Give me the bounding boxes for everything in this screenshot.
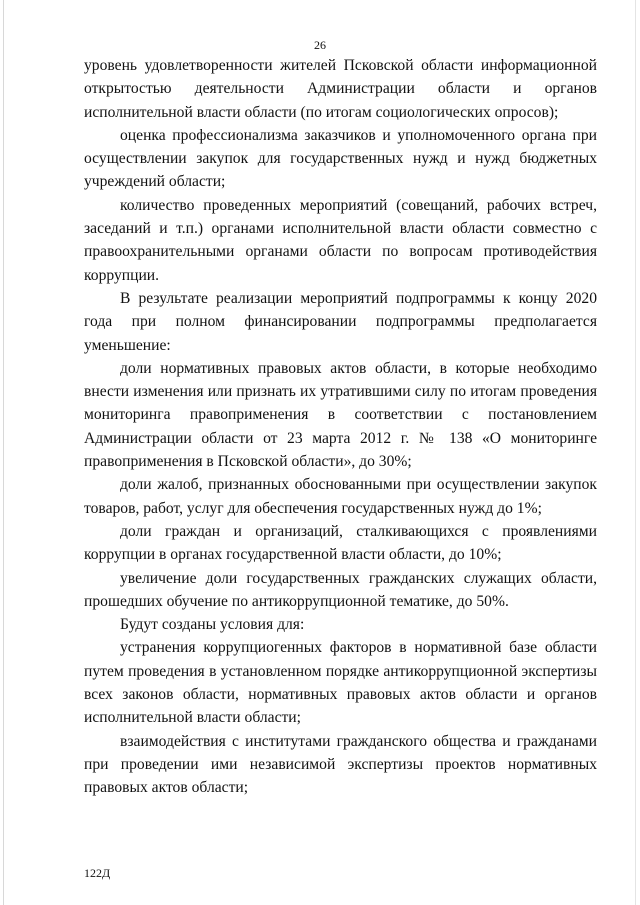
scan-edge-left (3, 0, 4, 905)
paragraph-civil-servants-training: увеличение доли государственных гражданских служащих области, прошедших обучение по антикоррупционной тематике, до 50%. (84, 569, 597, 610)
paragraph-expected-reduction: В результате реализации мероприятий подпрограммы к концу 2020 года при полном финансировании подпрограммы предполагается уменьшение: (84, 289, 597, 354)
paragraph-conditions-intro: Будут созданы условия для: (120, 616, 305, 634)
page-number: 26 (314, 38, 326, 52)
paragraph-complaints-share: доли жалоб, признанных обоснованными при осуществлении закупок товаров, работ, услуг для обеспечения государственных нужд до 1%; (84, 476, 597, 517)
paragraph-citizens-share: доли граждан и организаций, сталкивающихся с проявлениями коррупции в органах государственной власти области, до 10%; (84, 522, 597, 564)
paragraph-satisfaction-level: уровень удовлетворенности жителей Псковской области информационной открытостью деятельности Администрации области и органов исполнительной власти области (по итогам социологических опросов); (84, 57, 597, 121)
paragraph-normative-acts-share: доли нормативных правовых актов области, в которые необходимо внести изменения или признать их утратившими силу по итогам проведения мониторинга правоприменения в соответствии с постановлением Администрации области от 23 марта 2012 г. № 138 «О мониторинге правоприменения в Псковской области», до 30%; (84, 359, 597, 471)
paragraph-procurement-assessment: оценка профессионализма заказчиков и уполномоченного органа при осуществлении закупок для государственных нужд и нужд бюджетных учреждений области; (84, 126, 597, 191)
document-body (84, 54, 597, 800)
footer-code: 122Д (84, 866, 111, 880)
paragraph-corruption-factors: устранения коррупциогенных факторов в нормативной базе области путем проведения в установленном порядке антикоррупционной экспертизы всех законов области, нормативных правовых актов области и органов исполнительной власти области; (84, 639, 597, 727)
paragraph-civil-society-interaction: взаимодействия с институтами гражданского общества и гражданами при проведении ими независимой экспертизы проектов нормативных правовых актов области; (84, 732, 597, 797)
paragraph-joint-events-count: количество проведенных мероприятий (совещаний, рабочих встреч, заседаний и т.п.) органами исполнительной власти области совместно с правоохранительными органами области по вопросам противодействия коррупции. (84, 196, 597, 284)
scan-edge-right (635, 0, 636, 905)
